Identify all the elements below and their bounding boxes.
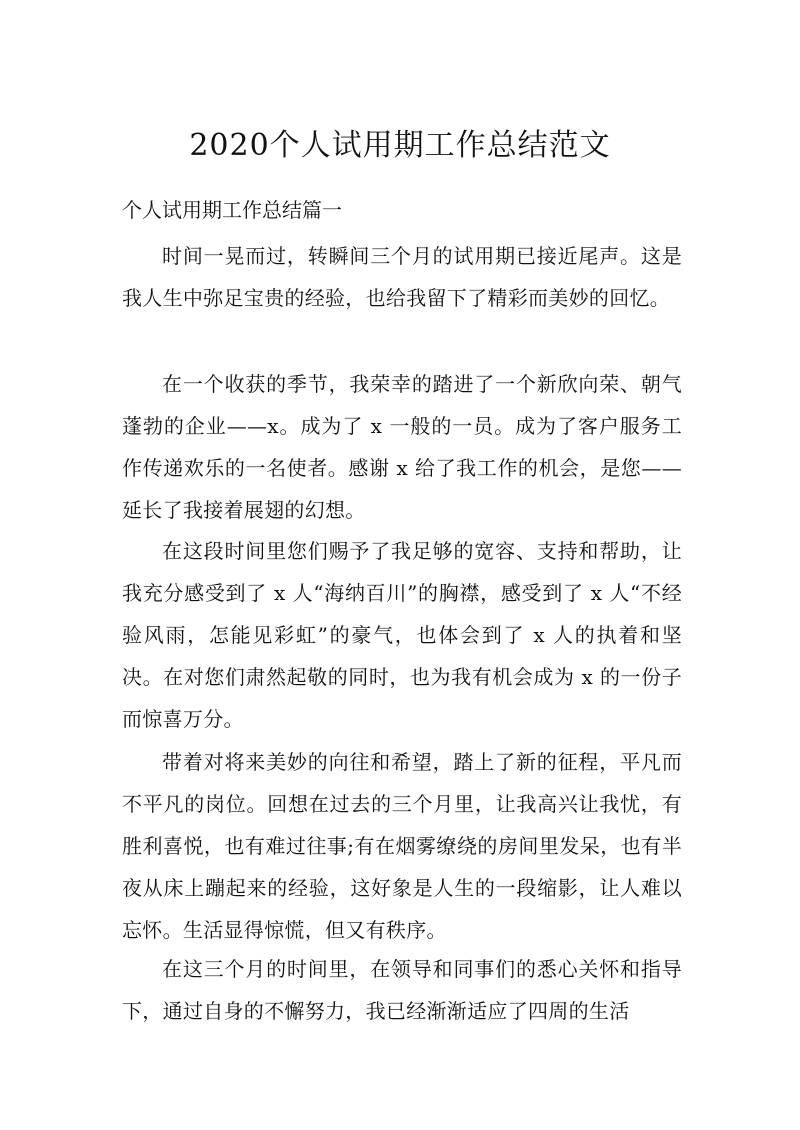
paragraph-5: 在这三个月的时间里，在领导和同事们的悉心关怀和指导下，通过自身的不懈努力，我已经渐渐适应了四周的生活 bbox=[122, 957, 682, 1023]
document-title: 2020个人试用期工作总结范文 bbox=[189, 128, 611, 163]
paragraph-2: 在一个收获的季节，我荣幸的踏进了一个新欣向荣、朝气蓬勃的企业——x。成为了 x 一般的一员。成为了客户服务工作传递欢乐的一名使者。感谢 x 给了我工作的机会，是您——延长了我接着展翅的幻想。 bbox=[122, 372, 682, 522]
paragraph-3: 在这段时间里您们赐予了我足够的宽容、支持和帮助，让我充分感受到了 x 人“海纳百川”的胸襟，感受到了 x 人“不经验风雨，怎能见彩虹”的豪气，也体会到了 x 人的执着和坚决。在对您们肃然起敬的同时，也为我有机会成为 x 的一份子而惊喜万分。 bbox=[122, 539, 682, 731]
paragraph-4: 带着对将来美妙的向往和希望，踏上了新的征程，平凡而不平凡的岗位。回想在过去的三个月里，让我高兴让我忧，有胜利喜悦，也有难过往事;有在烟雾缭绕的房间里发呆，也有半夜从床上蹦起来的经验，这好象是人生的一段缩影，让人难以忘怀。生活显得惊慌，但又有秩序。 bbox=[122, 750, 682, 942]
section-heading: 个人试用期工作总结篇一 bbox=[122, 198, 342, 222]
paragraph-1: 时间一晃而过，转瞬间三个月的试用期已接近尾声。这是我人生中弥足宝贵的经验，也给我留下了精彩而美妙的回忆。 bbox=[122, 244, 682, 310]
